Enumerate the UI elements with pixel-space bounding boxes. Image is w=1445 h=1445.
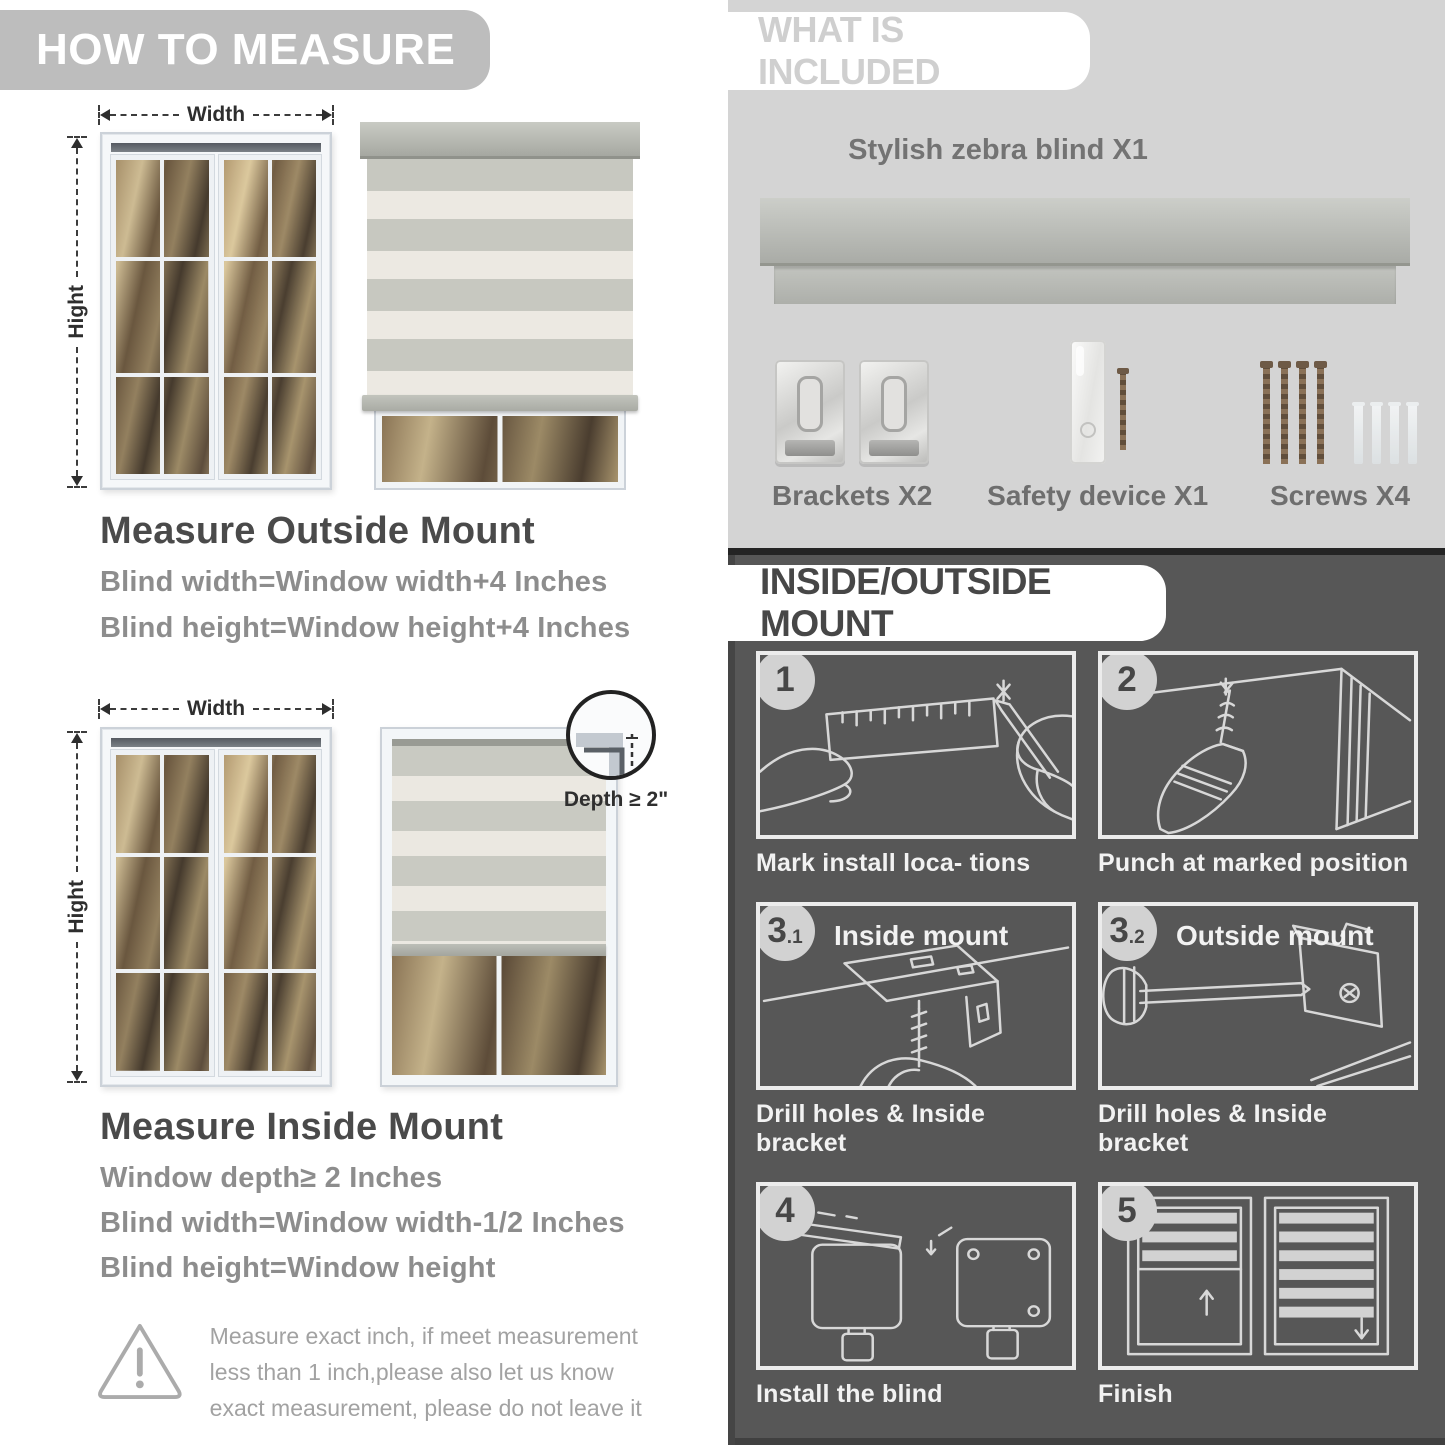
included-items-row	[772, 330, 1417, 512]
step-5-panel	[1098, 1182, 1418, 1370]
included-item-safety-device	[987, 330, 1208, 512]
screws-group	[1263, 368, 1324, 464]
window-sashes	[111, 750, 321, 1076]
step-3-1-panel	[756, 902, 1076, 1090]
mount-banner	[728, 561, 1166, 644]
blind-headrail-product	[760, 198, 1410, 266]
what-is-included-section	[728, 0, 1445, 548]
step-3-2	[1098, 902, 1418, 1158]
blind-zebra-stripes	[392, 746, 606, 944]
window-pane	[272, 973, 316, 1071]
safety-device-icon	[1070, 340, 1126, 464]
zebra-blind-inside-mount	[380, 727, 618, 1087]
window-top-frame	[111, 738, 321, 747]
screw-icon	[1263, 368, 1270, 464]
step-3-2-caption: Drill holes & Inside bracket	[1098, 1100, 1328, 1157]
window-pane	[116, 755, 160, 853]
step-1-number-badge	[756, 651, 815, 710]
what-is-included-title: WHAT IS INCLUDED	[758, 9, 940, 92]
arrowhead-right-icon	[322, 109, 332, 121]
inside-mount-rule-depth: Window depth≥ 2 Inches	[100, 1162, 443, 1194]
warning-triangle-icon	[96, 1318, 184, 1404]
dashed-line	[76, 942, 78, 1071]
wall-anchor-icon	[1372, 402, 1381, 464]
step-4-panel	[756, 1182, 1076, 1370]
blind-headrail	[360, 122, 640, 159]
height-arrow-outside	[64, 136, 90, 488]
window-photo-inside	[100, 727, 332, 1087]
window-sash	[111, 750, 214, 1076]
bracket-icon	[859, 360, 929, 464]
depth-detail-circle	[566, 690, 656, 780]
window-pane	[116, 160, 160, 257]
window-pane	[224, 160, 268, 257]
step-4-caption: Install the blind	[756, 1380, 943, 1408]
window-sashes	[111, 155, 321, 479]
dashed-line	[110, 114, 179, 116]
window-pane	[116, 261, 160, 373]
brackets-icon	[775, 360, 929, 464]
window-pane	[164, 377, 208, 474]
height-arrow-inside	[64, 731, 90, 1083]
step-2-panel	[1098, 651, 1418, 839]
dashed-line	[76, 148, 78, 277]
height-label: Hight	[65, 285, 88, 339]
step-3-1	[756, 902, 1076, 1158]
step-number: 3	[1109, 911, 1129, 950]
arrowhead-up-icon	[71, 733, 83, 743]
step-2-number-badge	[1098, 651, 1157, 710]
step-number-sub: .2	[1128, 927, 1145, 948]
mount-steps-grid	[756, 651, 1418, 1409]
window-photo-outside	[100, 132, 332, 490]
wall-anchor-icon	[1390, 402, 1399, 464]
step-4-number-badge	[756, 1182, 815, 1241]
step-3-2-title: Outside mount	[1176, 920, 1374, 951]
zebra-blind-outside-mount	[360, 122, 640, 490]
step-5-caption: Finish	[1098, 1380, 1173, 1408]
step-2-caption: Punch at marked position	[1098, 849, 1409, 877]
step-3-1-caption: Drill holes & Inside bracket	[756, 1100, 986, 1157]
dashed-line	[76, 743, 78, 872]
step-5	[1098, 1182, 1418, 1409]
window-pane	[116, 857, 160, 969]
depth-label: Depth ≥ 2"	[563, 788, 669, 811]
blind-headrail-lip	[774, 266, 1396, 304]
window-pane	[224, 857, 268, 969]
blind-bottom-rail	[362, 395, 638, 411]
step-number-sub: .1	[786, 927, 803, 948]
how-to-measure-title: HOW TO MEASURE	[36, 25, 456, 74]
window-pane	[164, 755, 208, 853]
arrowhead-left-icon	[100, 703, 110, 715]
screw-icon	[1299, 368, 1306, 464]
window-pane	[272, 857, 316, 969]
dashed-line	[253, 708, 322, 710]
step-1-panel	[756, 651, 1076, 839]
window-top-frame	[111, 143, 321, 152]
inside-mount-title: Measure Inside Mount	[100, 1106, 504, 1148]
step-5-number-badge	[1098, 1182, 1157, 1241]
window-corner-detail-icon	[570, 694, 652, 776]
window-sash	[111, 155, 214, 479]
small-screw-icon	[1120, 374, 1126, 450]
brackets-label: Brackets X2	[772, 480, 933, 511]
how-to-measure-banner	[0, 10, 490, 90]
safety-clip-icon	[1070, 340, 1106, 464]
window-pane	[164, 973, 208, 1071]
window-pane	[164, 160, 208, 257]
arrow-tick	[332, 105, 334, 125]
screws-label: Screws X4	[1269, 480, 1411, 511]
screw-icon	[1317, 368, 1324, 464]
outside-mount-rule-height: Blind height=Window height+4 Inches	[100, 612, 631, 644]
blind-zebra-stripes	[367, 159, 633, 395]
step-4	[756, 1182, 1076, 1409]
window-pane	[224, 261, 268, 373]
arrow-tick	[332, 699, 334, 719]
blind-bottom-rail	[392, 944, 606, 956]
screw-icon	[1281, 368, 1288, 464]
outside-mount-title: Measure Outside Mount	[100, 510, 535, 552]
included-item-brackets	[772, 330, 932, 512]
arrowhead-up-icon	[71, 138, 83, 148]
dashed-line	[253, 114, 322, 116]
inside-mount-rule-width: Blind width=Window width-1/2 Inches	[100, 1207, 625, 1239]
outside-mount-rule-width: Blind width=Window width+4 Inches	[100, 566, 608, 598]
window-sash	[219, 155, 322, 479]
inside-mount-rule-height: Blind height=Window height	[100, 1252, 496, 1284]
height-label: Hight	[65, 880, 88, 934]
step-number: 1	[775, 660, 795, 699]
window-under-blind	[392, 956, 606, 1075]
window-pane	[116, 973, 160, 1071]
dashed-line	[76, 347, 78, 476]
arrowhead-right-icon	[322, 703, 332, 715]
arrow-tick	[67, 486, 87, 488]
wall-anchor-icon	[1408, 402, 1417, 464]
step-3-2-number-badge	[1098, 902, 1157, 961]
width-arrow-outside	[98, 104, 334, 126]
window-pane	[224, 755, 268, 853]
width-label: Width	[186, 103, 246, 126]
arrowhead-down-icon	[71, 476, 83, 486]
step-3-1-title: Inside mount	[834, 920, 1009, 951]
step-number: 5	[1117, 1191, 1137, 1230]
step-1-caption: Mark install loca- tions	[756, 849, 1031, 877]
step-3-1-number-badge	[756, 902, 815, 961]
screws-icon	[1263, 368, 1417, 464]
window-pane	[272, 160, 316, 257]
step-number: 4	[775, 1191, 795, 1230]
window-under-blind	[376, 410, 624, 488]
product-label: Stylish zebra blind X1	[848, 134, 1148, 166]
window-pane	[224, 973, 268, 1071]
step-number: 2	[1117, 660, 1137, 699]
window-sash	[219, 750, 322, 1076]
step-2	[1098, 651, 1418, 878]
measure-warning	[96, 1318, 656, 1426]
included-item-screws	[1263, 330, 1417, 512]
mount-title: INSIDE/OUTSIDE MOUNT	[760, 561, 1052, 644]
wall-anchor-icon	[1354, 402, 1363, 464]
window-pane	[272, 261, 316, 373]
window-pane	[164, 857, 208, 969]
bracket-icon	[775, 360, 845, 464]
what-is-included-banner	[728, 9, 1090, 92]
arrow-tick	[67, 1081, 87, 1083]
width-label: Width	[186, 697, 246, 720]
warning-text: Measure exact inch, if meet measurement less than 1 inch,please also let us know exact measurement, please do not leave it	[209, 1323, 642, 1421]
window-pane	[272, 755, 316, 853]
dashed-line	[110, 708, 179, 710]
arrowhead-down-icon	[71, 1071, 83, 1081]
arrowhead-left-icon	[100, 109, 110, 121]
step-3-2-panel	[1098, 902, 1418, 1090]
safety-device-label: Safety device X1	[987, 480, 1209, 511]
step-number: 3	[767, 911, 787, 950]
step-1	[756, 651, 1076, 878]
window-pane	[116, 377, 160, 474]
anchors-group	[1354, 402, 1417, 464]
window-pane	[164, 261, 208, 373]
window-pane	[224, 377, 268, 474]
window-pane	[272, 377, 316, 474]
width-arrow-inside	[98, 698, 334, 720]
mount-instructions-section	[728, 548, 1445, 1445]
